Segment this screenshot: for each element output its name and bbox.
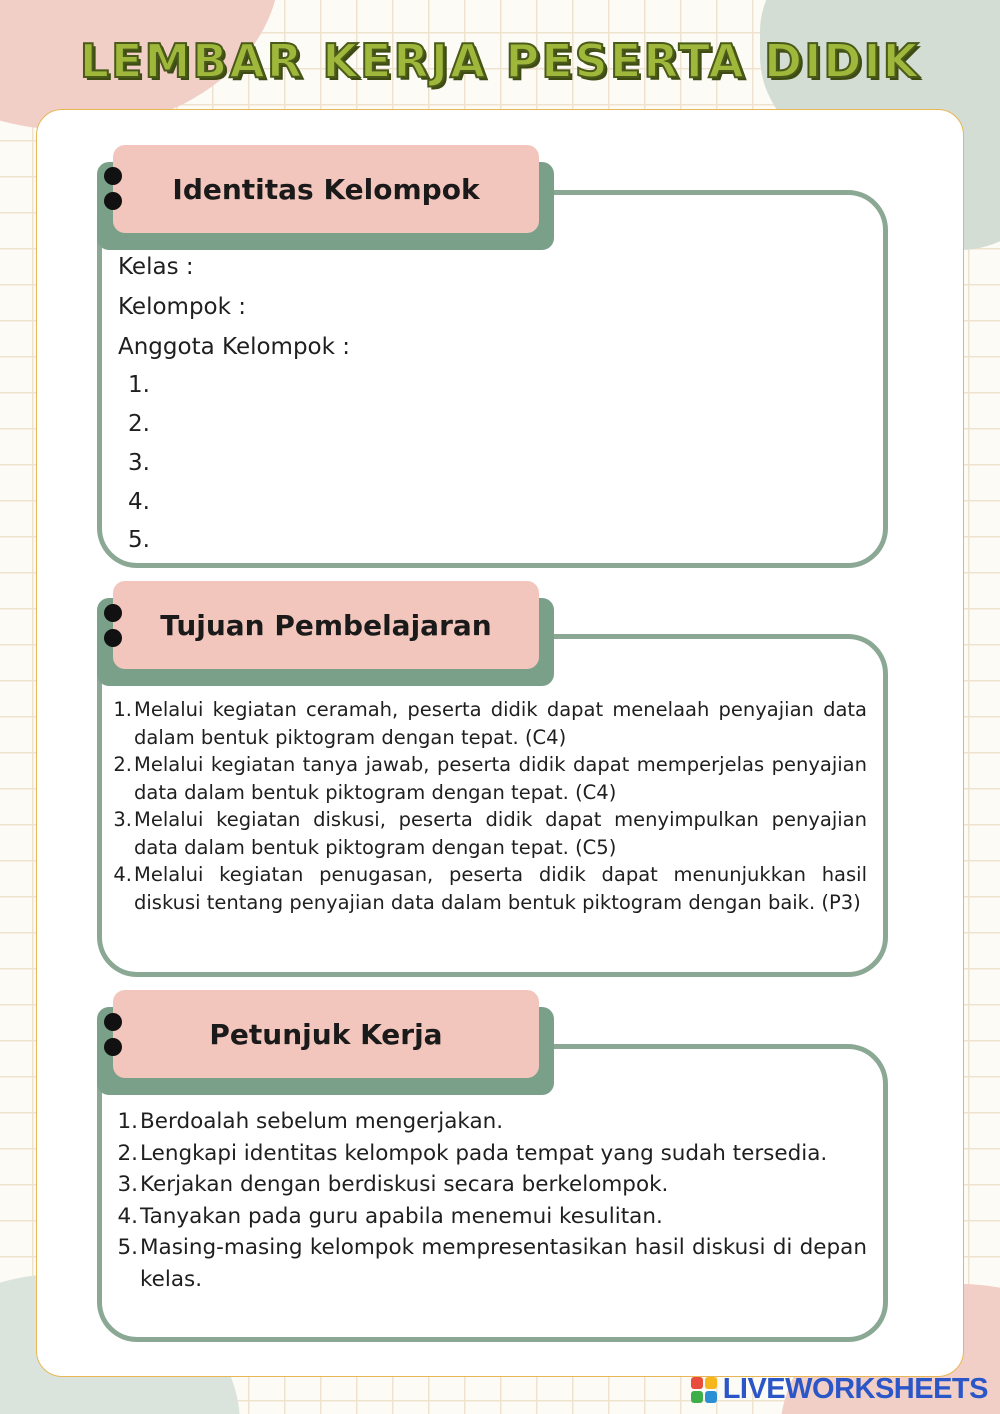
list-item-text: Melalui kegiatan penugasan, peserta didik dapat menunjukkan hasil diskusi tentang penyajian data dalam bentuk piktogram dengan baik. (P3) <box>134 863 867 914</box>
objectives-list <box>112 696 867 916</box>
list-item-number: 3. <box>113 808 132 831</box>
member-number: 1. <box>128 372 150 398</box>
list-item-text: Lengkapi identitas kelompok pada tempat yang sudah tersedia. <box>140 1140 828 1166</box>
list-item-number: 2. <box>117 1140 138 1166</box>
instructions-list <box>112 1106 867 1295</box>
list-item <box>112 1106 867 1138</box>
member-number: 5. <box>128 527 150 553</box>
list-item-text: Masing-masing kelompok mempresentasikan hasil diskusi di depan kelas. <box>140 1235 867 1292</box>
list-item <box>112 861 867 916</box>
liveworksheets-watermark[interactable] <box>691 1373 988 1406</box>
bullet-dot-icon <box>104 1038 122 1056</box>
class-label: Kelas : <box>118 254 194 280</box>
instructions-heading: Petunjuk Kerja <box>209 1017 443 1051</box>
member-number: 3. <box>128 450 150 476</box>
list-item <box>112 1169 867 1201</box>
list-item <box>112 1232 867 1295</box>
list-item-number: 4. <box>117 1203 138 1229</box>
bullet-dot-icon <box>104 192 122 210</box>
list-item-number: 1. <box>117 1109 138 1134</box>
watermark-text: LIVEWORKSHEETS <box>722 1373 988 1405</box>
list-item-text: Tanyakan pada guru apabila menemui kesulitan. <box>140 1203 663 1229</box>
list-item-text: Berdoalah sebelum mengerjakan. <box>140 1109 504 1134</box>
list-item-number: 1. <box>113 698 132 721</box>
member-number: 2. <box>128 411 150 437</box>
bullet-dot-icon <box>104 604 122 622</box>
list-item <box>112 806 867 861</box>
objectives-heading: Tujuan Pembelajaran <box>160 608 492 642</box>
list-item-number: 4. <box>113 863 132 886</box>
list-item <box>112 696 867 751</box>
bullet-dot-icon <box>104 167 122 185</box>
objectives-heading-tab <box>113 581 539 669</box>
member-number: 4. <box>128 489 150 515</box>
instructions-heading-tab <box>113 990 539 1078</box>
list-item-text: Melalui kegiatan diskusi, peserta didik dapat menyimpulkan penyajian data dalam bentuk piktogram dengan tepat. (C5) <box>134 808 867 859</box>
identity-heading-tab <box>113 145 539 233</box>
group-label: Kelompok : <box>118 294 247 320</box>
list-item <box>112 751 867 806</box>
list-item <box>112 1138 867 1170</box>
list-item-text: Kerjakan dengan berdiskusi secara berkelompok. <box>140 1172 669 1197</box>
bullet-dot-icon <box>104 1013 122 1031</box>
list-item-text: Melalui kegiatan tanya jawab, peserta didik dapat memperjelas penyajian data dalam bentuk piktogram dengan tepat. (C4) <box>134 753 867 804</box>
bullet-dot-icon <box>104 629 122 647</box>
liveworksheets-logo-icon <box>691 1377 717 1403</box>
list-item <box>112 1201 867 1233</box>
members-label: Anggota Kelompok : <box>118 334 351 360</box>
identity-heading: Identitas Kelompok <box>172 172 480 206</box>
page-title: LEMBAR KERJA PESERTA DIDIK <box>79 34 921 88</box>
list-item-number: 5. <box>117 1235 138 1260</box>
list-item-text: Melalui kegiatan ceramah, peserta didik dapat menelaah penyajian data dalam bentuk piktogram dengan tepat. (C4) <box>134 698 867 749</box>
list-item-number: 3. <box>117 1172 138 1197</box>
list-item-number: 2. <box>113 753 132 776</box>
